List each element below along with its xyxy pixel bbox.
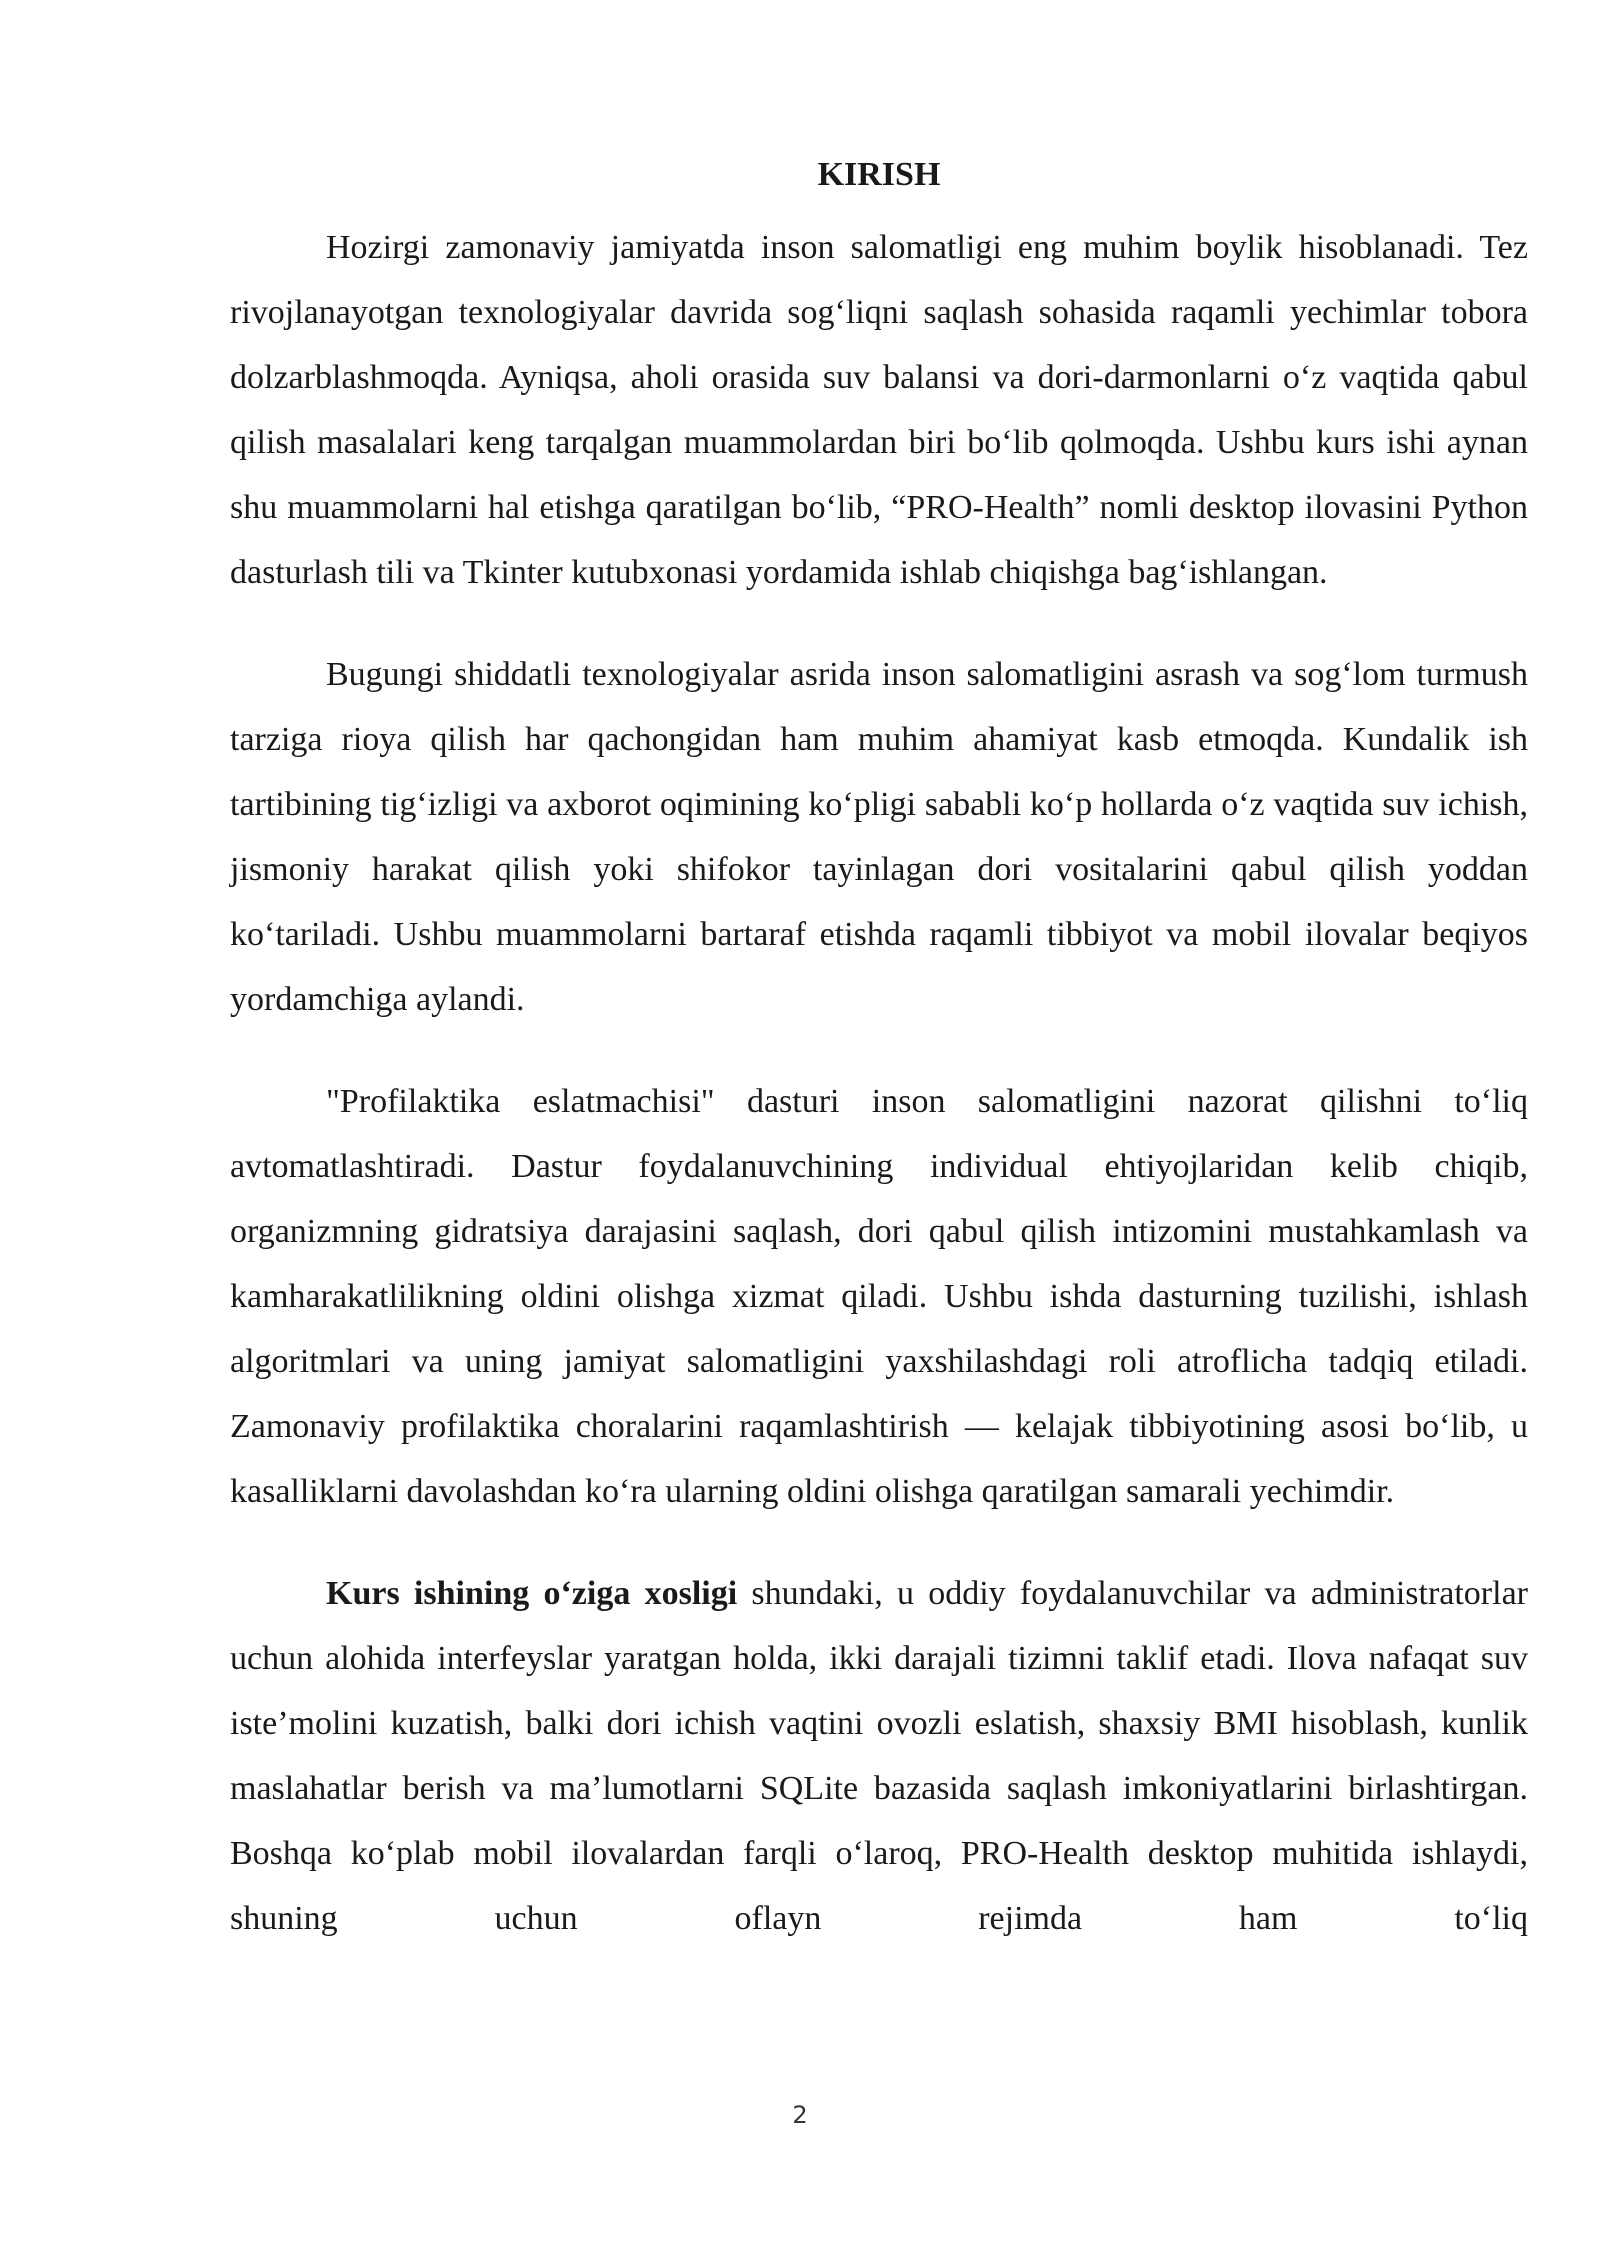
paragraph-4-text: shundaki, u oddiy foydalanuvchilar va administratorlar uchun alohida interfeyslar yaratgan holda, ikki darajali tizimni taklif etadi. Ilova nafaqat suv iste’molini kuzatish, balki dori ichish vaqtini ovozli eslatish, shaxsiy BMI hisoblash, kunlik maslahatlar berish va ma’lumotlarni SQLite bazasida saqlash imkoniyatlarini birlashtirgan. Boshqa ko‘plab mobil ilovalardan farqli o‘laroq, PRO-Health desktop muhitida ishlaydi, shuning uchun oflayn rejimda ham to‘liq — [230, 1575, 1528, 1937]
paragraph-3: "Profilaktika eslatmachisi" dasturi inson salomatligini nazorat qilishni to‘liq avtomatlashtiradi. Dastur foydalanuvchining individual ehtiyojlaridan kelib chiqib, organizmning gidratsiya darajasini saqlash, dori qabul qilish intizomini mustahkamlash va kamharakatlilikning oldini olishga xizmat qiladi. Ushbu ishda dasturning tuzilishi, ishlash algoritmlari va uning jamiyat salomatligini yaxshilashdagi roli atroflicha tadqiq etiladi. Zamonaviy profilaktika choralarini raqamlashtirish — kelajak tibbiyotining asosi bo‘lib, u kasalliklarni davolashdan ko‘ra ularning oldini olishga qaratilgan samarali yechimdir. — [230, 1083, 1528, 1510]
page-number: 2 — [792, 2101, 808, 2129]
paragraph-4-bold-lead: Kurs ishining o‘ziga xosligi — [326, 1575, 738, 1612]
document-body — [230, 150, 1528, 1951]
paragraph-1: Hozirgi zamonaviy jamiyatda inson salomatligi eng muhim boylik hisoblanadi. Tez rivojlanayotgan texnologiyalar davrida sog‘liqni saqlash sohasida raqamli yechimlar tobora dolzarblashmoqda. Ayniqsa, aholi orasida suv balansi va dori-darmonlarni o‘z vaqtida qabul qilish masalalari keng tarqalgan muammolardan biri bo‘lib qolmoqda. Ushbu kurs ishi aynan shu muammolarni hal etishga qaratilgan bo‘lib, “PRO-Health” nomli desktop ilovasini Python dasturlash tili va Tkinter kutubxonasi yordamida ishlab chiqishga bag‘ishlangan. — [230, 229, 1528, 591]
paragraph-4 — [230, 1561, 1528, 1951]
section-heading: KIRISH — [817, 156, 941, 193]
paragraph-2: Bugungi shiddatli texnologiyalar asrida inson salomatligini asrash va sog‘lom turmush tarziga rioya qilish har qachongidan ham muhim ahamiyat kasb etmoqda. Kundalik ish tartibining tig‘izligi va axborot oqimining ko‘pligi sababli ko‘p hollarda o‘z vaqtida suv ichish, jismoniy harakat qilish yoki shifokor tayinlagan dori vositalarini qabul qilish yoddan ko‘tariladi. Ushbu muammolarni bartaraf etishda raqamli tibbiyot va mobil ilovalar beqiyos yordamchiga aylandi. — [230, 656, 1528, 1018]
